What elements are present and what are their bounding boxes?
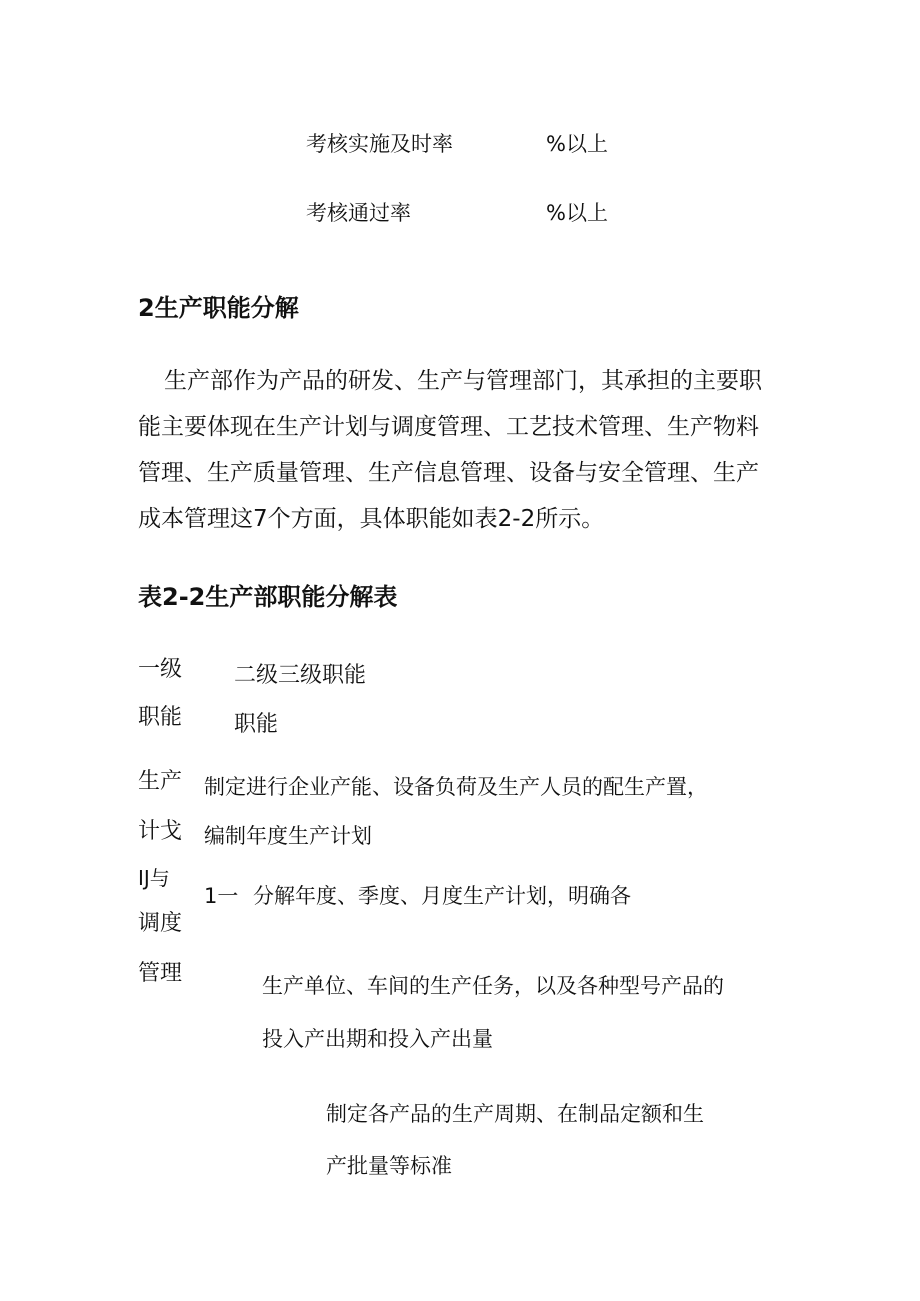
row1-line2: 编制年度生产计划 [204, 824, 372, 848]
metric-label-pass-rate: 考核通过率 [306, 201, 411, 225]
table-title: 表2-2生产部职能分解表 [138, 583, 398, 611]
header-second-level-line1: 二级三级职能 [234, 663, 367, 688]
intro-line: 生产部作为产品的研发、生产与管理部门，其承担的主要职 [164, 368, 762, 394]
metric-value-pass-rate: %以上 [546, 201, 608, 225]
intro-line: 能主要体现在生产计划与调度管理、工艺技术管理、生产物料 [138, 414, 759, 440]
row2-index: 1一 [204, 884, 239, 908]
metric-value-timeliness: %以上 [546, 132, 608, 156]
metric-label-timeliness: 考核实施及时率 [306, 132, 453, 156]
first-level-line: 调度 [138, 911, 183, 936]
section-heading: 2生产职能分解 [138, 294, 299, 322]
row1-line1: 制定进行企业产能、设备负荷及生产人员的配生产置， [204, 775, 708, 799]
row4-line1: 制定各产品的生产周期、在制品定额和生 [326, 1102, 704, 1126]
first-level-line: IJ与 [138, 866, 170, 890]
intro-paragraph [138, 358, 778, 542]
intro-line: 成本管理这7个方面，具体职能如表2-2所示。 [138, 506, 605, 532]
row3-line2: 投入产出期和投入产出量 [262, 1027, 493, 1051]
header-first-level-line1: 一级 [138, 657, 183, 682]
intro-line: 管理、生产质量管理、生产信息管理、设备与安全管理、生产 [138, 460, 759, 486]
first-level-line: 生产 [138, 769, 183, 794]
row3-line1: 生产单位、车间的生产任务，以及各种型号产品的 [262, 974, 724, 998]
row2-text: 分解年度、季度、月度生产计划，明确各 [253, 884, 631, 908]
header-second-level-line2: 职能 [234, 712, 279, 737]
first-level-line: 管理 [138, 961, 183, 986]
first-level-line: 计戈 [138, 819, 183, 844]
row4-line2: 产批量等标准 [326, 1154, 452, 1178]
header-first-level-line2: 职能 [138, 705, 183, 730]
